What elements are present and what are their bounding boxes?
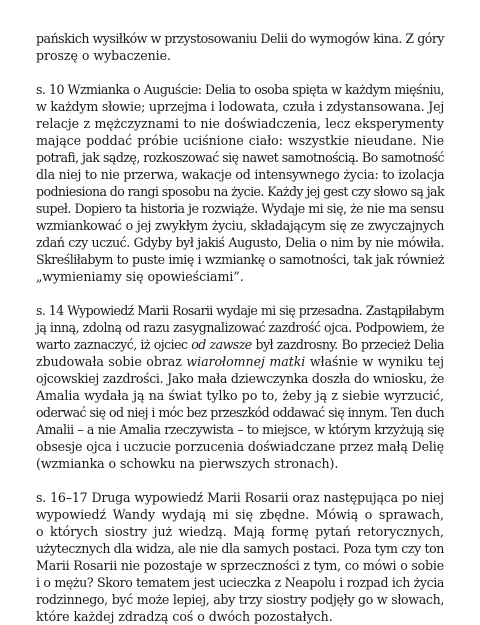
text-line: proszę o wybaczenie. (36, 48, 172, 63)
text-line: o których siostry już wiedzą. Mają formę pytań retorycznych, (36, 524, 444, 539)
text-line: „wymieniamy się opowieściami”. (36, 269, 244, 284)
text-line: obsesje ojca i uczucie porzucenia doświadczane przez małą Delię (36, 439, 444, 454)
text-line: które każdej zdradzą coś o dwóch pozostałych. (36, 609, 333, 624)
paragraph-note-p10 (36, 81, 444, 285)
text-segment: zbudowała sobie obraz (36, 354, 187, 369)
text-line: podniesiona do rangi sposobu na życie. Każdy jej gest czy słowo są jak (36, 184, 444, 199)
emphasis-text: od zawsze (191, 337, 252, 352)
emphasis-text: wiarołomnej matki (186, 354, 306, 369)
text-line: rodzinnego, być może lepiej, aby trzy siostry podjęły go w słowach, (36, 592, 444, 607)
paragraph-note-p16-17 (36, 489, 444, 625)
text-line (36, 353, 444, 370)
text-line: pańskich wysiłków w przystosowaniu Delii do wymogów kina. Z góry (36, 31, 444, 46)
text-segment: właśnie w wyniku tej (305, 354, 444, 369)
text-line: s. 14 Wypowiedź Marii Rosarii wydaje mi się przesadna. Zastąpiłabym (36, 303, 444, 318)
text-line: s. 16–17 Druga wypowiedź Marii Rosarii oraz następująca po niej (36, 490, 444, 505)
text-line: Marii Rosarii nie pozostaje w sprzeczności z tym, co mówi o sobie (36, 558, 444, 573)
text-line: s. 10 Wzmianka o Auguście: Delia to osoba spięta w każdym mięśniu, (36, 82, 444, 97)
text-line: Amalia wydała ją na świat tylko po to, żeby ją z siebie wyrzucić, (36, 388, 444, 403)
text-line: ojcowskiej zazdrości. Jako mała dziewczynka doszła do wniosku, że (36, 371, 444, 386)
text-line: ją inną, zdolną od razu zasygnalizować zazdrość ojca. Podpowiem, że (36, 320, 445, 335)
text-line: potrafi, jak sądzę, rozkoszować się nawet samotnością. Bo samotność (36, 150, 444, 165)
text-line: wypowiedź Wandy wydają mi się zbędne. Mówią o sprawach, (36, 507, 444, 522)
text-line (36, 336, 444, 353)
text-line: użytecznych dla widza, ale nie dla samych postaci. Poza tym czy ton (36, 541, 444, 556)
text-line: i o mężu? Skoro tematem jest ucieczka z Neapolu i rozpad ich życia (36, 575, 444, 590)
text-line: relacje z mężczyznami to nie doświadczenia, lecz eksperymenty (36, 116, 444, 131)
text-segment: był zazdrosny. Bo przecież Delia (251, 337, 445, 352)
text-line: wzmiankować o jej zwykłym życiu, składającym się ze zwyczajnych (36, 218, 444, 233)
document-page (36, 30, 444, 625)
paragraph-intro (36, 30, 444, 64)
text-line: w każdym słowie; uprzejma i lodowata, czuła i zdystansowana. Jej (36, 99, 445, 114)
text-line: oderwać się od niej i móc bez przeszkód oddawać się innym. Ten duch (36, 405, 444, 420)
text-line: Amalii – a nie Amalia rzeczywista – to miejsce, w którym krzyżują się (36, 422, 444, 437)
text-segment: warto zaznaczyć, iż ojciec (36, 337, 192, 352)
text-line: zdań czy uczuć. Gdyby był jakiś Augusto, Delia o nim by nie mówiła. (36, 235, 444, 250)
text-line: mające poddać próbie uciśnione ciało: wszystkie nieudane. Nie (36, 133, 444, 148)
text-line: dla niej to nie przerwa, wakacje od intensywnego życia: to izolacja (36, 167, 445, 182)
text-line: supeł. Dopiero ta historia je rozwiąże. Wydaje mi się, że nie ma sensu (36, 201, 444, 216)
text-line: Skreśliłabym to puste imię i wzmiankę o samotności, tak jak również (36, 252, 444, 267)
paragraph-note-p14 (36, 302, 444, 472)
text-line: (wzmianka o schowku na pierwszych stronach). (36, 456, 339, 471)
